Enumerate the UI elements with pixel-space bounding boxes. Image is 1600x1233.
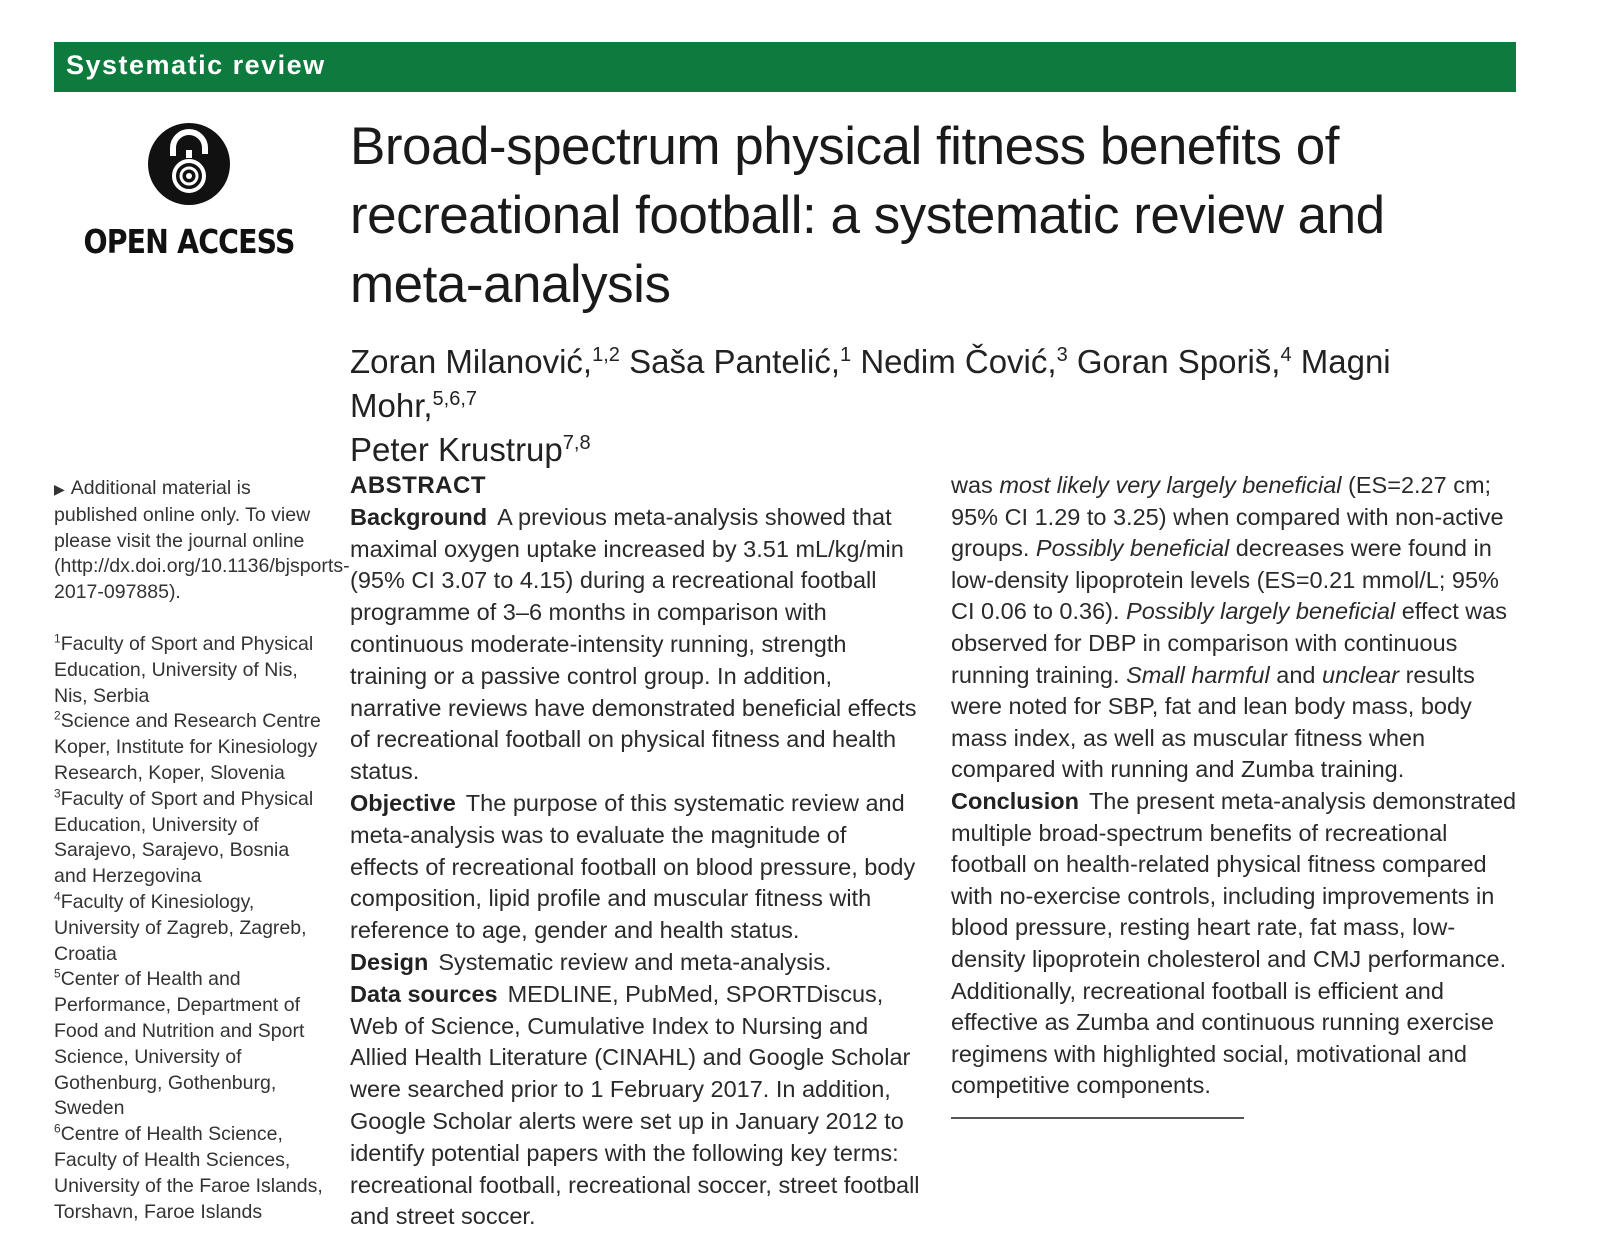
affiliation-text: Faculty of Kinesiology, University of Zagreb, Zagreb, Croatia	[54, 890, 307, 965]
results-text: was	[951, 472, 993, 498]
section-label: Conclusion	[951, 787, 1079, 814]
section-text: MEDLINE, PubMed, SPORTDiscus, Web of Science, Cumulative Index to Nursing and Allied Health Literature (CINAHL) and Google Scholar were searched prior to 1 February 2017. In addition, Google Scholar alerts were set up in January 2012 to identify potential papers with the following key terms: recreational football, recreational soccer, street football and street soccer.	[350, 980, 920, 1230]
results-emphasis: Possibly largely beneficial	[1126, 598, 1396, 625]
section-label: Objective	[350, 789, 456, 816]
article-type-banner	[54, 42, 1516, 92]
results-text: effect was observed for DBP in comparison with continuous running training.	[951, 598, 1508, 688]
author-affiliation: 7,8	[562, 432, 591, 454]
results-emphasis: unclear	[1322, 661, 1400, 688]
abstract-objective	[350, 788, 920, 947]
abstract-data-sources	[350, 979, 920, 1233]
affiliation-number: 6	[54, 1121, 61, 1136]
affiliation-number: 2	[54, 708, 61, 723]
affiliation	[54, 967, 324, 1122]
affiliation	[54, 632, 324, 709]
results-text: and	[1276, 661, 1316, 688]
affiliation-number: 3	[54, 786, 61, 801]
abstract-background	[350, 502, 920, 788]
affiliation	[54, 787, 324, 890]
open-access-label: OPEN ACCESS	[83, 222, 295, 261]
abstract-end-rule	[951, 1117, 1244, 1119]
results-emphasis: most likely very largely beneficial	[999, 472, 1342, 498]
author-affiliation: 4	[1280, 344, 1292, 366]
section-label: Background	[350, 503, 488, 530]
author-name[interactable]: Nedim Čović,	[860, 343, 1057, 380]
additional-material-note	[54, 476, 350, 606]
affiliation	[54, 709, 324, 786]
author-name[interactable]: Zoran Milanović,	[350, 343, 593, 380]
affiliation-text: Science and Research Centre Koper, Institute for Kinesiology Research, Koper, Slovenia	[54, 710, 321, 784]
affiliation-number: 5	[54, 966, 61, 981]
affiliation	[54, 1122, 324, 1225]
section-text: Systematic review and meta-analysis.	[438, 948, 832, 975]
abstract-results-continued	[951, 470, 1519, 786]
affiliation-text: Faculty of Sport and Physical Education, University of Nis, Nis, Serbia	[54, 632, 314, 707]
triangle-right-icon: ▶	[54, 481, 65, 497]
author-name[interactable]: Magni Mohr,	[350, 343, 1391, 424]
affiliation-number: 1	[54, 631, 61, 646]
section-label: Data sources	[350, 980, 498, 1007]
abstract-column-2	[951, 470, 1519, 1102]
abstract-conclusion	[951, 786, 1519, 1102]
section-text: A previous meta-analysis showed that maximal oxygen uptake increased by 3.51 mL/kg/min (95% CI 3.07 to 4.15) during a recreational football programme of 3–6 months in comparison with continuous moderate-intensity running, strength training or a passive control group. In addition, narrative reviews have demonstrated beneficial effects of recreational football on physical fitness and health status.	[350, 503, 917, 785]
results-text: (ES=2.27 cm; 95% CI 1.29 to 3.25) when compared with non-active groups.	[951, 472, 1504, 562]
author-affiliation: 3	[1056, 344, 1068, 366]
abstract-design	[350, 947, 920, 979]
author-affiliation: 1,2	[592, 344, 620, 366]
affiliation-text: Center of Health and Performance, Department of Food and Nutrition and Sport Science, University of Gothenburg, Gothenburg, Sweden	[54, 968, 305, 1120]
abstract-column-1	[350, 470, 920, 1233]
article-type-label: Systematic review	[66, 50, 326, 80]
affiliation-text: Faculty of Sport and Physical Education, University of Sarajevo, Sarajevo, Bosnia and Herzegovina	[54, 787, 314, 888]
section-text: The purpose of this systematic review and meta-analysis was to evaluate the magnitude of effects of recreational football on blood pressure, body composition, lipid profile and muscular fitness with reference to age, gender and health status.	[350, 789, 916, 944]
sidebar-notes	[54, 476, 350, 1225]
results-emphasis: Small harmful	[1126, 661, 1270, 688]
section-text: The present meta-analysis demonstrated multiple broad-spectrum benefits of recreational football on health-related physical fitness compared with no-exercise controls, including improvements in blood pressure, resting heart rate, fat mass, low-density lipoprotein cholesterol and CMJ performance. Additionally, recreational football is efficient and effective as Zumba and continuous running exercise regimens with highlighted social, motivational and competitive components.	[951, 787, 1517, 1099]
author-list	[350, 340, 1510, 472]
results-text: results were noted for SBP, fat and lean body mass, body mass index, as well as muscular fitness when compared with running and Zumba training.	[951, 661, 1475, 783]
abstract-heading: ABSTRACT	[350, 472, 486, 499]
additional-material-text[interactable]: Additional material is published online only. To view please visit the journal online (http://dx.doi.org/10.1136/bjsports-2017-097885).	[54, 477, 350, 604]
results-emphasis: Possibly beneficial	[1035, 535, 1230, 562]
author-name[interactable]: Goran Sporiš,	[1076, 343, 1281, 380]
section-label: Design	[350, 948, 429, 975]
article-title: Broad-spectrum physical fitness benefits of recreational football: a systematic review and meta-analysis	[350, 117, 1385, 314]
affiliation-number: 4	[54, 889, 61, 904]
affiliation-text: Centre of Health Science, Faculty of Health Sciences, University of the Faroe Islands, Torshavn, Faroe Islands	[54, 1123, 323, 1223]
author-name[interactable]: Peter Krustrup	[350, 431, 563, 468]
results-text: decreases were found in low-density lipoprotein levels (ES=0.21 mmol/L; 95% CI 0.06 to 0.36).	[951, 535, 1499, 625]
author-affiliation: 5,6,7	[432, 388, 478, 410]
affiliation	[54, 890, 324, 967]
author-affiliation: 1	[840, 344, 852, 366]
author-name[interactable]: Saša Pantelić,	[629, 343, 841, 380]
open-access-lock-icon	[146, 118, 232, 210]
